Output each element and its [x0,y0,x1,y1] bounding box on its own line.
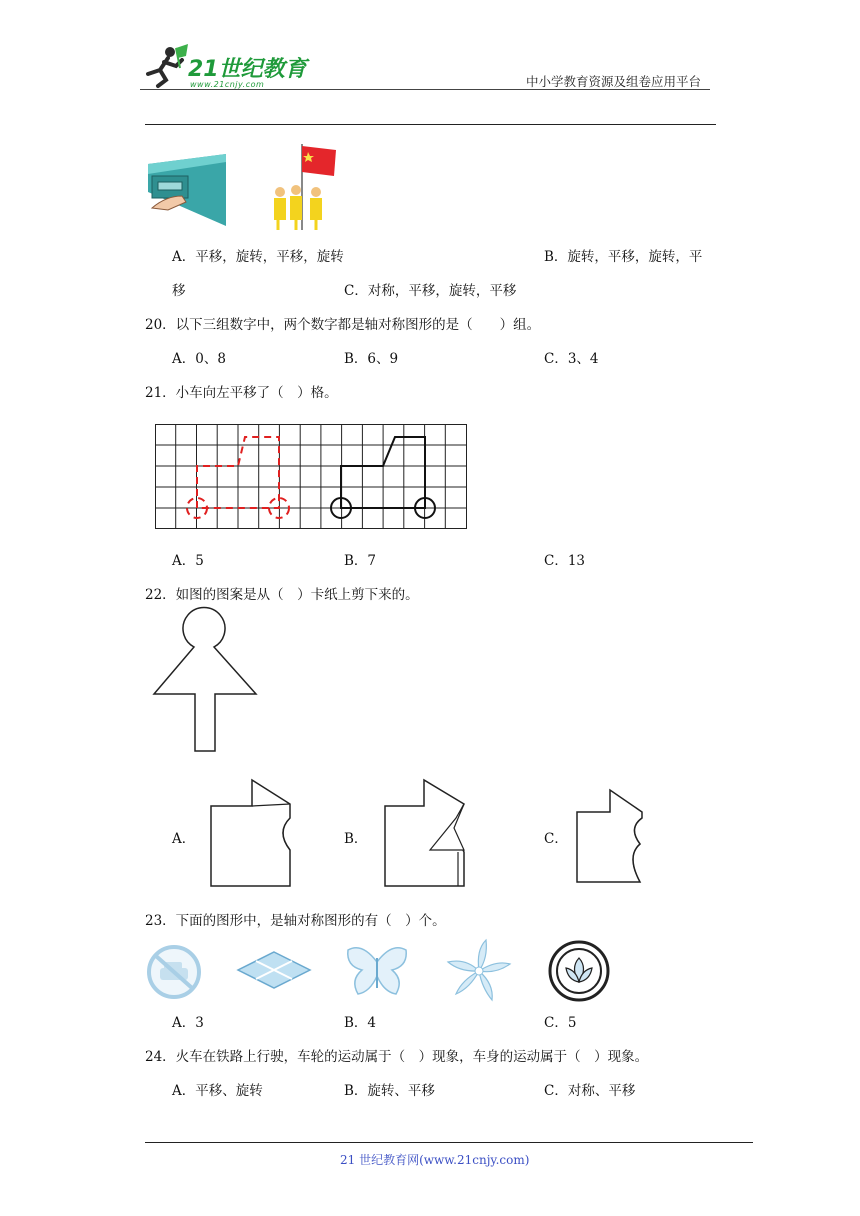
q19-option-b-cont: 移 [172,283,186,299]
q23-option-a[interactable]: A．3 [172,1015,204,1031]
q19-option-c[interactable]: C．对称，平移，旋转，平移 [344,283,517,299]
car-grid-figure [155,424,468,530]
q19-option-a[interactable]: A．平移，旋转，平移，旋转 [172,249,344,265]
q22-option-b[interactable]: B． [344,831,368,847]
logo-runner-icon [140,44,190,88]
q24-option-c[interactable]: C．对称、平移 [544,1083,636,1099]
q23-option-c[interactable]: C．5 [544,1015,577,1031]
q22-folded-card-a[interactable] [210,778,294,888]
footer-rule [145,1142,753,1143]
q19-option-b[interactable]: B．旋转，平移，旋转，平 [544,249,703,265]
butterfly-icon [344,942,410,1000]
drawer-pull-image [146,152,228,228]
q23-stem: 23．下面的图形中，是轴对称图形的有（ ）个。 [145,913,446,929]
footer-text[interactable]: 21 世纪教育网(www.21cnjy.com) [340,1153,530,1167]
paper-doll-figure [152,614,258,754]
q21-stem: 21．小车向左平移了（ ）格。 [145,385,338,401]
q24-stem: 24．火车在铁路上行驶，车轮的运动属于（ ）现象，车身的运动属于（ ）现象。 [145,1049,649,1065]
flag-raising-image [266,140,338,232]
q21-option-a[interactable]: A．5 [172,553,204,569]
q20-option-a[interactable]: A．0、8 [172,351,226,367]
q22-option-a[interactable]: A． [172,831,196,847]
diamond-tiles-icon [236,950,312,990]
q21-option-c[interactable]: C．13 [544,553,586,569]
q23-option-b[interactable]: B．4 [344,1015,377,1031]
q21-option-b[interactable]: B．7 [344,553,377,569]
logo-text: 21世纪教育 [188,57,307,82]
q24-option-b[interactable]: B．旋转、平移 [344,1083,435,1099]
header-rule-thin [140,89,710,90]
pinwheel-flower-icon [446,938,512,1004]
q20-stem: 20．以下三组数字中，两个数字都是轴对称图形的是（ ）组。 [145,317,541,333]
logo-url: www.21cnjy.com [190,80,265,89]
q22-folded-card-c[interactable] [576,788,646,884]
q20-option-c[interactable]: C．3、4 [544,351,599,367]
q20-option-b[interactable]: B．6、9 [344,351,399,367]
q22-stem: 22．如图的图案是从（ ）卡纸上剪下来的。 [145,587,419,603]
circle-emblem-icon [548,940,610,1002]
header-rule [145,124,716,125]
q24-option-a[interactable]: A．平移、旋转 [172,1083,263,1099]
header-platform-text: 中小学教育资源及组卷应用平台 [526,74,702,89]
q22-folded-card-b[interactable] [384,778,470,890]
q22-option-c[interactable]: C． [544,831,568,847]
no-car-sign-icon [146,944,202,1000]
